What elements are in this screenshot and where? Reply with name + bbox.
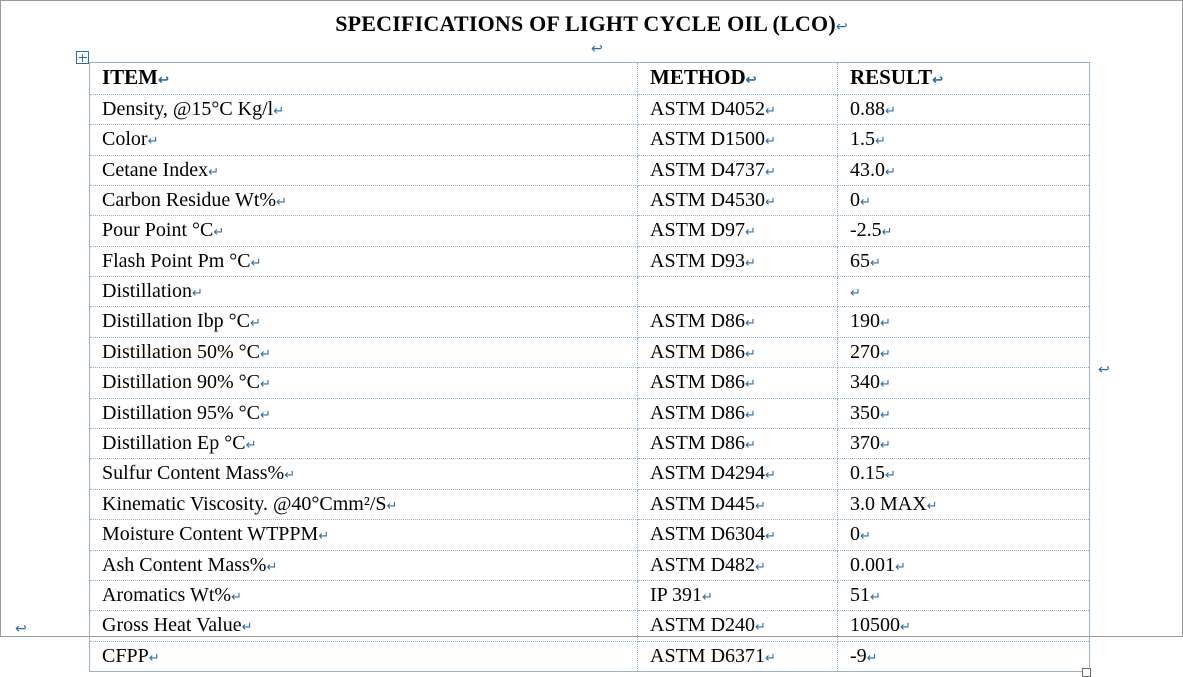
table-row	[90, 580, 1090, 610]
cell-result-text: 65	[850, 249, 870, 272]
cell-item[interactable]	[90, 277, 638, 307]
cell-result[interactable]	[838, 550, 1090, 580]
cell-mark-icon: ↵	[870, 588, 881, 604]
cell-item[interactable]	[90, 489, 638, 519]
cell-method[interactable]	[638, 489, 838, 519]
cell-mark-icon: ↵	[260, 406, 271, 422]
cell-item-text: Aromatics Wt%	[102, 583, 232, 606]
cell-item[interactable]	[90, 398, 638, 428]
cell-method-text: ASTM D1500	[650, 128, 766, 151]
cell-result-text: -9	[850, 644, 867, 667]
cell-item[interactable]	[90, 155, 638, 185]
cell-result-text: 1.5	[850, 128, 875, 151]
cell-item[interactable]	[90, 94, 638, 124]
table-row	[90, 246, 1090, 276]
cell-method-text: ASTM D4294	[650, 462, 766, 485]
cell-method-text: ASTM D6371	[650, 644, 766, 667]
cell-method-text: ASTM D4530	[650, 188, 766, 211]
cell-mark-icon: ↵	[208, 163, 219, 179]
cell-item-text: Distillation	[102, 280, 192, 303]
cell-result-text: 270	[850, 340, 880, 363]
cell-mark-icon: ↵	[880, 345, 891, 361]
table-row	[90, 520, 1090, 550]
cell-mark-icon: ↵	[875, 133, 886, 149]
cell-item-text: Ash Content Mass%	[102, 553, 267, 576]
cell-result-text: 0	[850, 523, 860, 546]
table-row	[90, 429, 1090, 459]
cell-result[interactable]	[838, 580, 1090, 610]
cell-item-text: Color	[102, 128, 148, 151]
cell-mark-icon: ↵	[880, 437, 891, 453]
cell-method-text: IP 391	[650, 583, 703, 606]
cell-mark-icon: ↵	[885, 467, 896, 483]
cell-result-text: 370	[850, 432, 880, 455]
column-header-method-label: METHOD	[650, 65, 746, 89]
paragraph-mark-icon: ↩	[591, 42, 603, 57]
cell-mark-icon: ↵	[250, 254, 262, 270]
cell-item-text: Distillation 50% °C	[102, 340, 260, 363]
column-header-item	[90, 63, 638, 95]
cell-result-text: 51	[850, 583, 870, 606]
cell-mark-icon: ↵	[745, 224, 756, 240]
cell-item[interactable]	[90, 368, 638, 398]
table-row	[90, 94, 1090, 124]
cell-mark-icon: ↵	[318, 528, 330, 544]
table-row	[90, 216, 1090, 246]
cell-mark-icon: ↵	[755, 619, 766, 635]
cell-mark-icon: ↵	[885, 163, 896, 179]
cell-method[interactable]	[638, 216, 838, 246]
cell-mark-icon: ↵	[881, 224, 893, 240]
cell-method[interactable]	[638, 580, 838, 610]
cell-method[interactable]	[638, 520, 838, 550]
cell-mark-icon: ↵	[702, 588, 713, 604]
cell-result[interactable]	[838, 520, 1090, 550]
document-page	[1, 7, 1182, 667]
table-row	[90, 185, 1090, 215]
cell-result[interactable]	[838, 125, 1090, 155]
cell-result[interactable]	[838, 307, 1090, 337]
cell-mark-icon: ↵	[765, 133, 776, 149]
column-header-result	[838, 63, 1090, 95]
cell-result[interactable]	[838, 277, 1090, 307]
cell-method-text: ASTM D86	[650, 432, 746, 455]
table-row	[90, 489, 1090, 519]
cell-mark-icon: ↵	[866, 649, 878, 665]
cell-result-text: 190	[850, 310, 880, 333]
cell-method-text: ASTM D445	[650, 492, 756, 515]
cell-result-text: 43.0	[850, 158, 885, 181]
cell-item-text: CFPP	[102, 644, 149, 667]
cell-mark-icon: ↵	[192, 285, 203, 301]
cell-mark-icon: ↵	[765, 649, 776, 665]
cell-item-text: Density, @15°C Kg/l	[102, 97, 274, 120]
cell-method-text: ASTM D86	[650, 340, 746, 363]
cell-item[interactable]	[90, 185, 638, 215]
cell-method[interactable]	[638, 337, 838, 367]
cell-mark-icon: ↵	[755, 497, 766, 513]
cell-method[interactable]	[638, 641, 838, 671]
cell-mark-icon: ↵	[765, 102, 776, 118]
cell-result-text: 0.88	[850, 97, 885, 120]
cell-mark-icon: ↵	[885, 102, 896, 118]
cell-mark-icon: ↵	[745, 406, 756, 422]
cell-method[interactable]	[638, 459, 838, 489]
cell-method[interactable]	[638, 429, 838, 459]
table-header-row	[90, 63, 1090, 95]
cell-result-text: 0.15	[850, 462, 885, 485]
cell-mark-icon: ↵	[765, 467, 776, 483]
cell-mark-icon: ↵	[870, 254, 881, 270]
cell-mark-icon: ↵	[880, 315, 891, 331]
cell-mark-icon: ↵	[260, 376, 271, 392]
cell-item[interactable]	[90, 307, 638, 337]
table-resize-handle-icon[interactable]	[1082, 668, 1091, 677]
cell-mark-icon: ↵	[850, 285, 861, 301]
cell-mark-icon: ↵	[273, 102, 285, 118]
cell-result-text: -2.5	[850, 219, 882, 242]
cell-mark-icon: ↩	[745, 72, 757, 87]
cell-method[interactable]	[638, 125, 838, 155]
cell-method-text: ASTM D86	[650, 310, 746, 333]
cell-method-text: ASTM D240	[650, 614, 756, 637]
cell-mark-icon: ↵	[880, 376, 891, 392]
cell-result[interactable]	[838, 398, 1090, 428]
cell-mark-icon: ↵	[745, 254, 756, 270]
cell-mark-icon: ↵	[755, 558, 766, 574]
cell-result-text: 0.001	[850, 553, 895, 576]
cell-mark-icon: ↵	[745, 345, 756, 361]
cell-method[interactable]	[638, 307, 838, 337]
cell-item-text: Kinematic Viscosity. @40°Cmm²/S	[102, 492, 387, 515]
cell-item-text: Pour Point °C	[102, 219, 214, 242]
cell-mark-icon: ↵	[900, 619, 911, 635]
cell-method[interactable]	[638, 155, 838, 185]
cell-mark-icon: ↵	[260, 345, 271, 361]
cell-method-text: ASTM D4737	[650, 158, 766, 181]
cell-method-text: ASTM D86	[650, 401, 746, 424]
cell-result-text: 10500	[850, 614, 900, 637]
cell-mark-icon: ↩	[158, 72, 169, 87]
cell-mark-icon: ↵	[231, 588, 242, 604]
paragraph-mark-icon: ↩	[835, 20, 848, 35]
cell-item-text: Gross Heat Value	[102, 614, 242, 637]
empty-paragraph-row	[1, 37, 1182, 59]
cell-method[interactable]	[638, 185, 838, 215]
table-row	[90, 155, 1090, 185]
table-row	[90, 641, 1090, 671]
cell-result[interactable]	[838, 641, 1090, 671]
cell-result[interactable]	[838, 246, 1090, 276]
cell-result[interactable]	[838, 155, 1090, 185]
cell-method[interactable]	[638, 368, 838, 398]
cell-method-text: ASTM D93	[650, 249, 746, 272]
cell-method[interactable]	[638, 277, 838, 307]
cell-result[interactable]	[838, 216, 1090, 246]
cell-mark-icon: ↵	[765, 528, 776, 544]
cell-mark-icon: ↵	[250, 315, 261, 331]
column-header-method	[638, 63, 838, 95]
column-header-result-label: RESULT	[850, 65, 933, 89]
table-row	[90, 337, 1090, 367]
cell-mark-icon: ↵	[147, 133, 159, 149]
cell-item[interactable]	[90, 459, 638, 489]
cell-result[interactable]	[838, 94, 1090, 124]
cell-item[interactable]	[90, 246, 638, 276]
cell-result[interactable]	[838, 489, 1090, 519]
cell-mark-icon: ↵	[926, 497, 938, 513]
cell-result[interactable]	[838, 337, 1090, 367]
cell-item[interactable]	[90, 429, 638, 459]
cell-result-text: 350	[850, 401, 880, 424]
table-row	[90, 277, 1090, 307]
cell-result[interactable]	[838, 368, 1090, 398]
cell-item-text: Distillation 95% °C	[102, 401, 260, 424]
specifications-table	[89, 62, 1090, 672]
cell-method-text: ASTM D97	[650, 219, 746, 242]
cell-item[interactable]	[90, 125, 638, 155]
cell-item-text: Flash Point Pm °C	[102, 249, 251, 272]
cell-method[interactable]	[638, 246, 838, 276]
cell-method-text: ASTM D86	[650, 371, 746, 394]
cell-mark-icon: ↵	[284, 467, 296, 483]
cell-result[interactable]	[838, 429, 1090, 459]
table-row	[90, 550, 1090, 580]
cell-item[interactable]	[90, 520, 638, 550]
cell-item[interactable]	[90, 337, 638, 367]
cell-item-text: Distillation 90% °C	[102, 371, 260, 394]
table-row	[90, 398, 1090, 428]
cell-mark-icon: ↵	[245, 437, 257, 453]
cell-method[interactable]	[638, 398, 838, 428]
cell-result-text: 0	[850, 188, 860, 211]
paragraph-mark-icon: ↩	[15, 622, 27, 637]
cell-result-text: 3.0 MAX	[850, 492, 927, 515]
cell-method-text: ASTM D4052	[650, 97, 766, 120]
spec-table-container	[89, 62, 1089, 672]
page-title	[1, 7, 1182, 37]
cell-item-text: Distillation Ibp °C	[102, 310, 250, 333]
cell-item[interactable]	[90, 580, 638, 610]
cell-mark-icon: ↵	[745, 376, 756, 392]
table-row	[90, 125, 1090, 155]
cell-mark-icon: ↵	[241, 619, 253, 635]
cell-item-text: Cetane Index	[102, 158, 209, 181]
cell-mark-icon: ↵	[266, 558, 278, 574]
cell-mark-icon: ↵	[148, 649, 160, 665]
cell-item-text: Distillation Ep °C	[102, 432, 246, 455]
cell-mark-icon: ↵	[213, 224, 225, 240]
cell-method-text: ASTM D6304	[650, 523, 766, 546]
cell-result[interactable]	[838, 459, 1090, 489]
cell-result[interactable]	[838, 185, 1090, 215]
cell-mark-icon: ↵	[880, 406, 891, 422]
cell-method[interactable]	[638, 550, 838, 580]
cell-item-text: Carbon Residue Wt%	[102, 188, 277, 211]
cell-method-text: ASTM D482	[650, 553, 756, 576]
cell-item-text: Sulfur Content Mass%	[102, 462, 285, 485]
cell-method[interactable]	[638, 94, 838, 124]
table-row	[90, 368, 1090, 398]
cell-item[interactable]	[90, 550, 638, 580]
column-header-item-label: ITEM	[102, 65, 159, 89]
cell-mark-icon: ↵	[276, 193, 287, 209]
cell-item[interactable]	[90, 216, 638, 246]
cell-mark-icon: ↵	[745, 315, 756, 331]
cell-mark-icon: ↵	[895, 558, 906, 574]
cell-result-text: 340	[850, 371, 880, 394]
cell-mark-icon: ↵	[860, 193, 871, 209]
cell-mark-icon: ↵	[765, 193, 776, 209]
table-row	[90, 307, 1090, 337]
cell-item[interactable]	[90, 641, 638, 671]
page-title-text: SPECIFICATIONS OF LIGHT CYCLE OIL (LCO)	[335, 11, 836, 36]
cell-mark-icon: ↵	[860, 528, 871, 544]
cell-mark-icon: ↵	[745, 437, 756, 453]
table-move-handle-icon[interactable]	[76, 51, 89, 64]
paragraph-mark-icon: ↩	[1098, 363, 1110, 378]
cell-mark-icon: ↵	[386, 497, 398, 513]
cell-item-text: Moisture Content WTPPM	[102, 523, 319, 546]
cell-mark-icon: ↵	[765, 163, 776, 179]
table-row	[90, 459, 1090, 489]
cell-mark-icon: ↩	[932, 72, 944, 87]
